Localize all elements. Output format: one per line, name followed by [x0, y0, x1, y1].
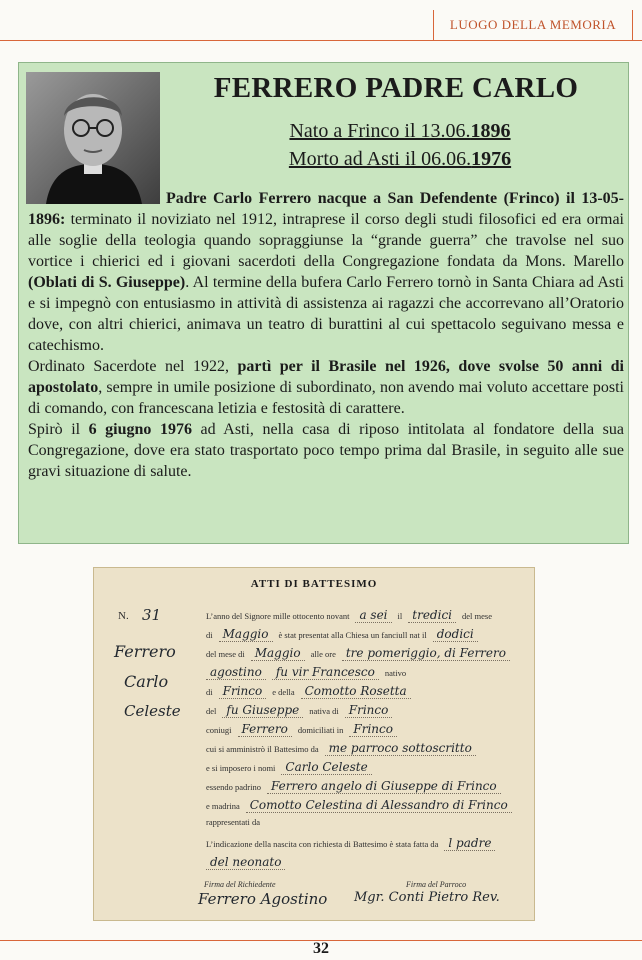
record-printed-text: e della: [272, 687, 295, 697]
record-handwritten-text: Maggio: [219, 627, 273, 642]
record-handwritten-text: a sei: [355, 608, 391, 623]
record-handwritten-text: fu Giuseppe: [222, 703, 303, 718]
section-title: LUOGO DELLA MEMORIA: [449, 17, 617, 32]
record-printed-text: L’anno del Signore mille ottocento novant: [206, 611, 350, 621]
record-line: [206, 817, 260, 827]
bio-paragraph-2: [28, 356, 624, 419]
sig-left: Ferrero Agostino: [198, 890, 328, 908]
record-printed-text: L’indicazione della nascita con richiesta di Battesimo è stata fatta da: [206, 839, 439, 849]
record-line: [206, 665, 406, 680]
birth-year: 1896: [470, 120, 511, 142]
record-title: ATTI DI BATTESIMO: [250, 578, 378, 590]
record-handwritten-text: agostino: [206, 665, 266, 680]
record-number-value: 31: [142, 606, 162, 624]
record-printed-text: coniugi: [206, 725, 232, 735]
record-printed-text: essendo padrino: [206, 782, 262, 792]
record-line: [206, 741, 476, 756]
record-line: [206, 855, 285, 870]
record-printed-text: cui si amministrò il Battesimo da: [206, 744, 319, 754]
record-handwritten-text: Frinco: [219, 684, 267, 699]
record-handwritten-text: tredici: [408, 608, 456, 623]
bio-text: . Al termine della bufera Carlo Ferrero tornò in Santa Chiara ad Asti e si impegnò con entusiasmo in attività di assistenza ai ragazzi che accorrevano all’Oratorio dove, con altri chierici, animava un teatro di burattini al cui spettacolo seguivano messa e catechismo.: [28, 274, 625, 354]
record-number-label: N.: [118, 610, 129, 622]
bio-paragraph-3: [28, 419, 624, 482]
record-handwritten-text: Frinco: [349, 722, 397, 737]
death-line: [230, 148, 570, 171]
record-line: [206, 798, 512, 813]
record-printed-text: nativo: [384, 668, 407, 678]
birth-line: [230, 120, 570, 143]
record-handwritten-text: Maggio: [251, 646, 305, 661]
portrait-photo: [26, 72, 160, 204]
sig-right-label: Firma del Parroco: [406, 880, 467, 889]
record-handwritten-text: Carlo Celeste: [281, 760, 371, 775]
person-name: FERRERO PADRE CARLO: [213, 72, 579, 104]
record-line: [206, 627, 478, 642]
record-printed-text: del mese: [462, 611, 492, 621]
margin-surname: Ferrero: [114, 642, 176, 661]
record-line: [206, 646, 510, 661]
record-handwritten-text: Frinco: [345, 703, 393, 718]
bio-text: ad Asti, nella casa di riposo intitolata al fondatore della sua Congregazione, dove era stato trasportato poco tempo prima dal Brasile, in seguito alle sue gravi situazione di salute.: [28, 421, 625, 480]
record-printed-text: domiciliati in: [297, 725, 344, 735]
record-printed-text: e madrina: [206, 801, 240, 811]
record-line: [206, 779, 501, 794]
record-handwritten-text: me parroco sottoscritto: [325, 741, 476, 756]
bio-birth-bold: Padre Carlo Ferrero nacque a San Defendente (Frinco) il 13-05-1896:: [28, 190, 624, 228]
record-line: [206, 836, 495, 851]
bio-order-bold: (Oblati di S. Giuseppe): [28, 274, 186, 291]
record-handwritten-text: Comotto Celestina di Alessandro di Frinco: [246, 798, 512, 813]
page-number: 32: [313, 940, 329, 957]
record-handwritten-text: l padre: [444, 836, 495, 851]
sig-right: Mgr. Conti Pietro Rev.: [354, 890, 500, 905]
record-printed-text: di: [206, 630, 213, 640]
record-printed-text: del mese di: [206, 649, 245, 659]
record-handwritten-text: fu vir Francesco: [272, 665, 379, 680]
record-line: [206, 608, 492, 623]
record-printed-text: rappresentati da: [206, 817, 261, 827]
record-printed-text: di: [206, 687, 213, 697]
record-printed-text: e si imposero i nomi: [206, 763, 276, 773]
record-printed-text: il: [397, 611, 403, 621]
record-handwritten-text: Comotto Rosetta: [301, 684, 411, 699]
record-handwritten-text: Ferrero: [238, 722, 292, 737]
margin-first-name: Carlo: [124, 672, 169, 691]
record-printed-text: del: [206, 706, 217, 716]
bio-text: Ordinato Sacerdote nel 1922,: [28, 358, 238, 375]
header-rule: [0, 40, 642, 41]
record-printed-text: alle ore: [310, 649, 336, 659]
birth-label: Nato a Frinco il 13.06.: [289, 120, 471, 142]
baptism-record: [93, 567, 535, 921]
death-label: Morto ad Asti il 06.06.: [288, 148, 472, 170]
record-line: [206, 684, 411, 699]
margin-second-name: Celeste: [124, 702, 181, 720]
record-printed-text: è stat presentat alla Chiesa un fanciull nat il: [278, 630, 427, 640]
bio-text: , sempre in umile posizione di subordinato, non avendo mai voluto accettare posti di comando, con francescana letizia e festosità di carattere.: [28, 379, 624, 417]
bio-text: Spirò il: [28, 421, 89, 438]
record-handwritten-text: dodici: [433, 627, 478, 642]
biography-text: [28, 188, 624, 482]
death-year: 1976: [471, 148, 512, 170]
record-handwritten-text: del neonato: [206, 855, 285, 870]
bio-brazil-bold: partì per il Brasile nel 1926, dove svolse 50 anni di apostolato: [28, 358, 624, 396]
record-handwritten-text: tre pomeriggio, di Ferrero: [342, 646, 510, 661]
record-printed-text: nativa di: [309, 706, 339, 716]
record-line: [206, 703, 392, 718]
sig-left-label: Firma del Richiedente: [204, 880, 276, 889]
bio-death-bold: 6 giugno 1976: [88, 421, 192, 438]
bio-text: terminato il noviziato nel 1912, intraprese il corso degli studi filosofici ed era ormai alle soglie della teologia quando sopraggiunse la “grande guerra” che travolse nel suo vortice i chierici ed i giovani sacerdoti della Congregazione fondata da Mons. Marello: [28, 211, 624, 270]
record-line: [206, 722, 397, 737]
record-line: [206, 760, 372, 775]
bio-paragraph-1: [28, 188, 624, 356]
record-handwritten-text: Ferrero angelo di Giuseppe di Frinco: [267, 779, 501, 794]
